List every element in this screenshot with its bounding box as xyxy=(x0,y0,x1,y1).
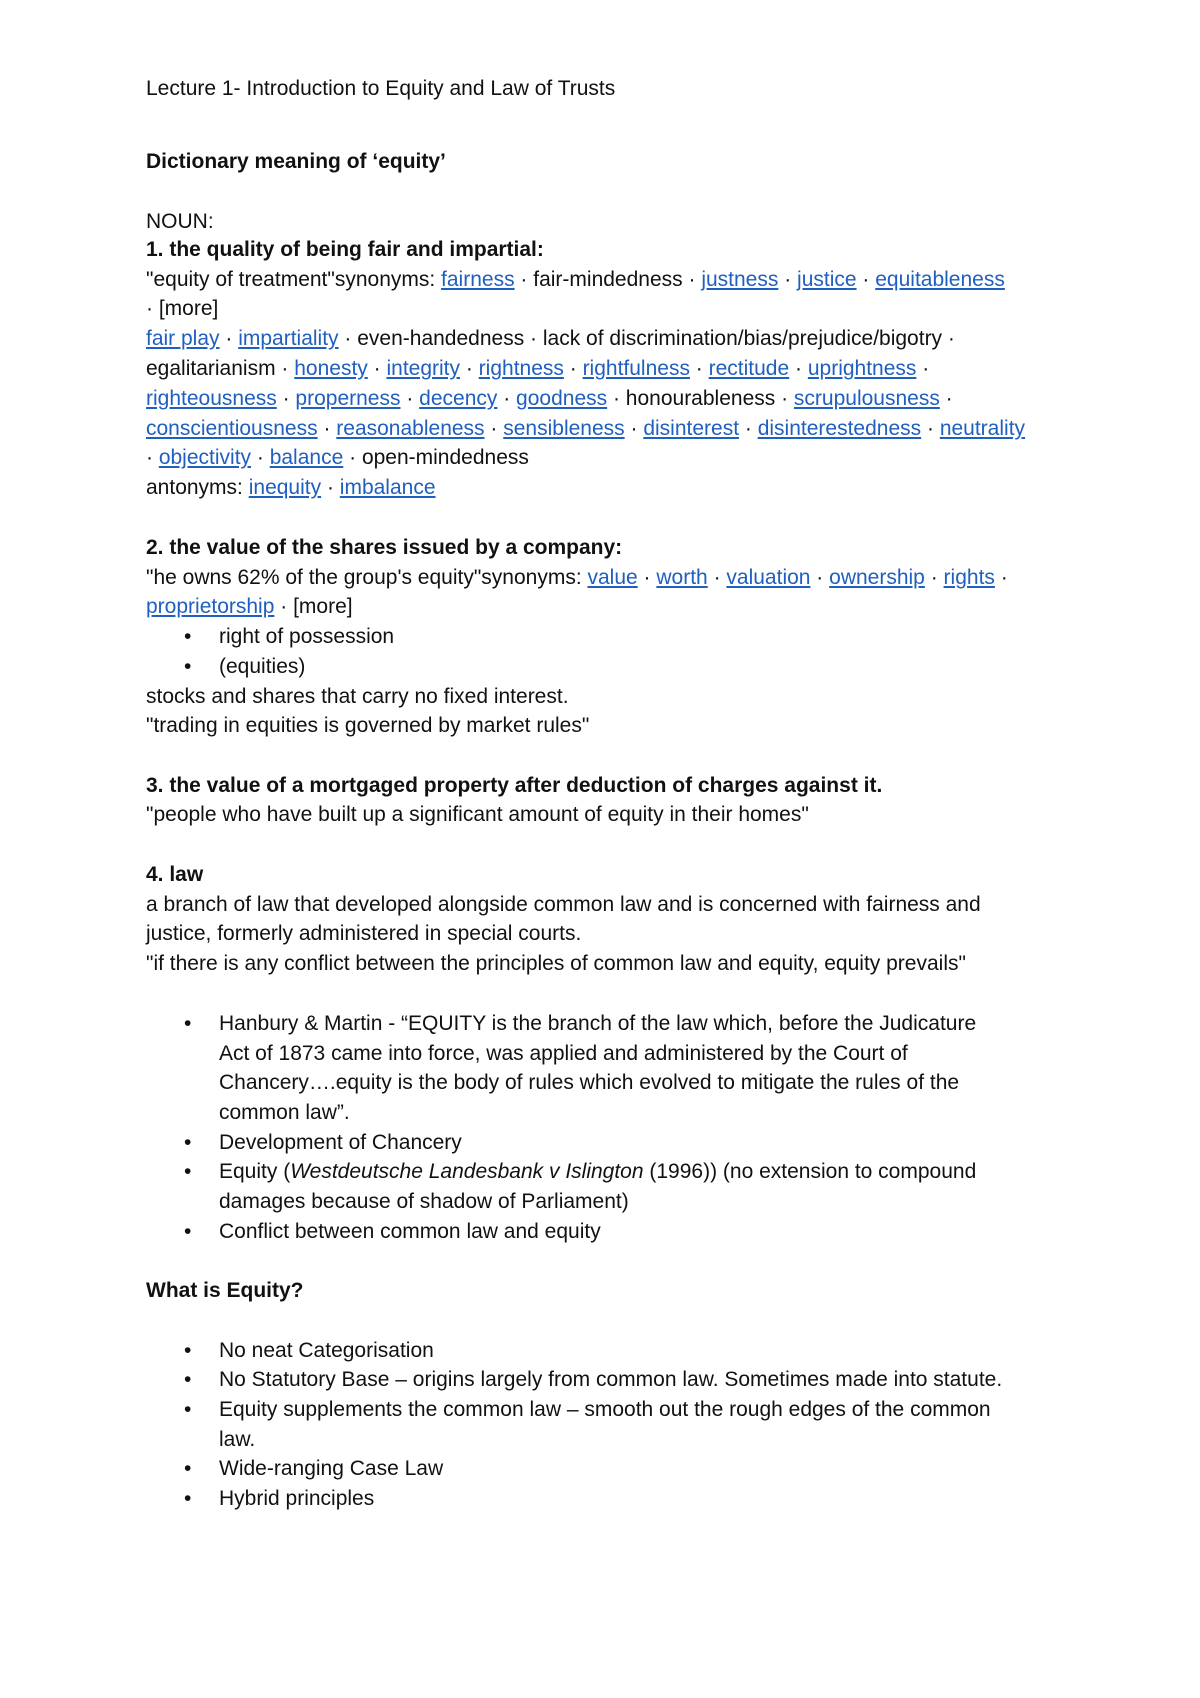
synonym-link[interactable]: honesty xyxy=(294,357,368,380)
list-item: Conflict between common law and equity xyxy=(219,1220,601,1243)
list-item: No Statutory Base – origins largely from common law. Sometimes made into statute. xyxy=(219,1368,1003,1391)
sense-2-heading: 2. the value of the shares issued by a company: xyxy=(146,536,623,559)
synonym-link[interactable]: rights xyxy=(943,566,995,589)
sense-1-heading: 1. the quality of being fair and impartial: xyxy=(146,238,544,261)
synonym-link[interactable]: value xyxy=(587,566,638,589)
antonym-link[interactable]: imbalance xyxy=(339,476,436,499)
synonym-link[interactable]: balance xyxy=(269,446,344,469)
sense-2-line-1: "he owns 62% of the group's equity"synonyms: value · worth · valuation · ownership · rights · xyxy=(146,566,1008,589)
sense-3-heading: 3. the value of a mortgaged property after deduction of charges against it. xyxy=(146,774,883,797)
synonym-link[interactable]: goodness xyxy=(516,387,608,410)
list-item: Hybrid principles xyxy=(219,1487,375,1510)
synonym-text: honourableness xyxy=(625,387,776,410)
bullet-icon: • xyxy=(184,655,192,678)
sense-1-line-1: "equity of treatment"synonyms: fairness · fair-mindedness · justness · justice · equitableness xyxy=(146,268,1005,291)
synonym-link[interactable]: integrity xyxy=(386,357,460,380)
bullet-icon: • xyxy=(184,1220,192,1243)
synonym-link[interactable]: sensibleness xyxy=(503,417,625,440)
sense-2-quote: "trading in equities is governed by market rules" xyxy=(146,714,590,737)
synonym-link[interactable]: rightfulness xyxy=(582,357,690,380)
sense-4-desc-line: justice, formerly administered in special courts. xyxy=(146,922,582,945)
synonym-link[interactable]: properness xyxy=(295,387,401,410)
synonym-text: even-handedness xyxy=(357,327,525,350)
list-item: right of possession xyxy=(219,625,395,648)
synonym-link[interactable]: decency xyxy=(419,387,498,410)
antonyms-line: antonyms: inequity · imbalance xyxy=(146,476,436,499)
sense-1-line-7: · objectivity · balance · open-mindedness xyxy=(146,446,529,469)
antonyms-label: antonyms: xyxy=(146,476,249,499)
synonym-link[interactable]: fair play xyxy=(146,327,220,350)
bullet-icon: • xyxy=(184,1398,192,1421)
synonym-text: lack of discrimination/bias/prejudice/bigotry xyxy=(542,327,943,350)
what-is-equity-heading: What is Equity? xyxy=(146,1279,304,1302)
synonym-link[interactable]: rightness xyxy=(478,357,564,380)
bullet-icon: • xyxy=(184,1131,192,1154)
synonym-link[interactable]: righteousness xyxy=(146,387,277,410)
list-item: No neat Categorisation xyxy=(219,1339,434,1362)
synonym-link[interactable]: equitableness xyxy=(875,268,1005,291)
synonym-link[interactable]: reasonableness xyxy=(336,417,485,440)
noun-label: NOUN: xyxy=(146,210,214,233)
equity-case-line: Equity (Westdeutsche Landesbank v Islington (1996)) (no extension to compound xyxy=(219,1160,977,1183)
synonym-link[interactable]: neutrality xyxy=(939,417,1026,440)
synonym-link[interactable]: impartiality xyxy=(238,327,339,350)
bullet-icon: • xyxy=(184,1012,192,1035)
bullet-icon: • xyxy=(184,1368,192,1391)
list-item: Wide-ranging Case Law xyxy=(219,1457,444,1480)
list-item-cont: law. xyxy=(219,1428,256,1451)
synonym-link[interactable]: proprietorship xyxy=(146,595,275,618)
synonym-link[interactable]: ownership xyxy=(829,566,925,589)
sense-4-desc-line: a branch of law that developed alongside common law and is concerned with fairness and xyxy=(146,893,981,916)
sense-1-line-4: egalitarianism · honesty · integrity · rightness · rightfulness · rectitude · uprightness · xyxy=(146,357,930,380)
bullet-icon: • xyxy=(184,1457,192,1480)
hanbury-line: Chancery….equity is the body of rules which evolved to mitigate the rules of the xyxy=(219,1071,960,1094)
synonym-link[interactable]: rectitude xyxy=(708,357,790,380)
list-item: (equities) xyxy=(219,655,306,678)
synonym-text: egalitarianism xyxy=(146,357,276,380)
hanbury-line: Act of 1873 came into force, was applied and administered by the Court of xyxy=(219,1042,908,1065)
dictionary-heading: Dictionary meaning of ‘equity’ xyxy=(146,150,446,173)
synonym-text: open-mindedness xyxy=(361,446,529,469)
synonym-link[interactable]: disinterest xyxy=(643,417,740,440)
bullet-icon: • xyxy=(184,1160,192,1183)
sense-1-example: "equity of treatment"synonyms: xyxy=(146,268,442,291)
hanbury-line: Hanbury & Martin - “EQUITY is the branch of the law which, before the Judicature xyxy=(219,1012,977,1035)
hanbury-line: common law”. xyxy=(219,1101,350,1124)
sense-2-description: stocks and shares that carry no fixed interest. xyxy=(146,685,569,708)
sense-2-line-2: proprietorship · [more] xyxy=(146,595,353,618)
bullet-icon: • xyxy=(184,625,192,648)
sense-1-line-3: fair play · impartiality · even-handedness · lack of discrimination/bias/prejudice/bigotry · xyxy=(146,327,955,350)
antonym-link[interactable]: inequity xyxy=(248,476,322,499)
synonym-link[interactable]: scrupulousness xyxy=(793,387,940,410)
synonym-link[interactable]: fairness xyxy=(441,268,515,291)
case-name: Westdeutsche Landesbank v Islington xyxy=(290,1160,644,1183)
lecture-title: Lecture 1- Introduction to Equity and Law of Trusts xyxy=(146,77,616,100)
more-toggle[interactable]: [more] xyxy=(158,297,219,320)
bullet-icon: • xyxy=(184,1339,192,1362)
synonym-link[interactable]: objectivity xyxy=(158,446,252,469)
synonym-link[interactable]: valuation xyxy=(726,566,811,589)
equity-case-line-2: damages because of shadow of Parliament) xyxy=(219,1190,629,1213)
synonym-link[interactable]: conscientiousness xyxy=(146,417,318,440)
sense-1-line-6: conscientiousness · reasonableness · sensibleness · disinterest · disinterestedness · neutrality xyxy=(146,417,1026,440)
synonym-link[interactable]: uprightness xyxy=(807,357,917,380)
sense-1-line-2: · [more] xyxy=(146,297,219,320)
bullet-icon: • xyxy=(184,1487,192,1510)
sense-3-quote: "people who have built up a significant amount of equity in their homes" xyxy=(146,803,809,826)
synonym-link[interactable]: justice xyxy=(797,268,857,291)
synonym-text: fair-mindedness xyxy=(533,268,683,291)
sense-1-line-5: righteousness · properness · decency · goodness · honourableness · scrupulousness · xyxy=(146,387,953,410)
sense-4-quote: "if there is any conflict between the principles of common law and equity, equity prevails" xyxy=(146,952,966,975)
synonym-link[interactable]: justness xyxy=(701,268,779,291)
list-item: Development of Chancery xyxy=(219,1131,462,1154)
sense-4-heading: 4. law xyxy=(146,863,204,886)
list-item: Equity supplements the common law – smooth out the rough edges of the common xyxy=(219,1398,991,1421)
synonym-link[interactable]: disinterestedness xyxy=(757,417,922,440)
more-toggle[interactable]: [more] xyxy=(293,595,353,618)
sense-2-example: "he owns 62% of the group's equity"synonyms: xyxy=(146,566,588,589)
synonym-link[interactable]: worth xyxy=(656,566,708,589)
